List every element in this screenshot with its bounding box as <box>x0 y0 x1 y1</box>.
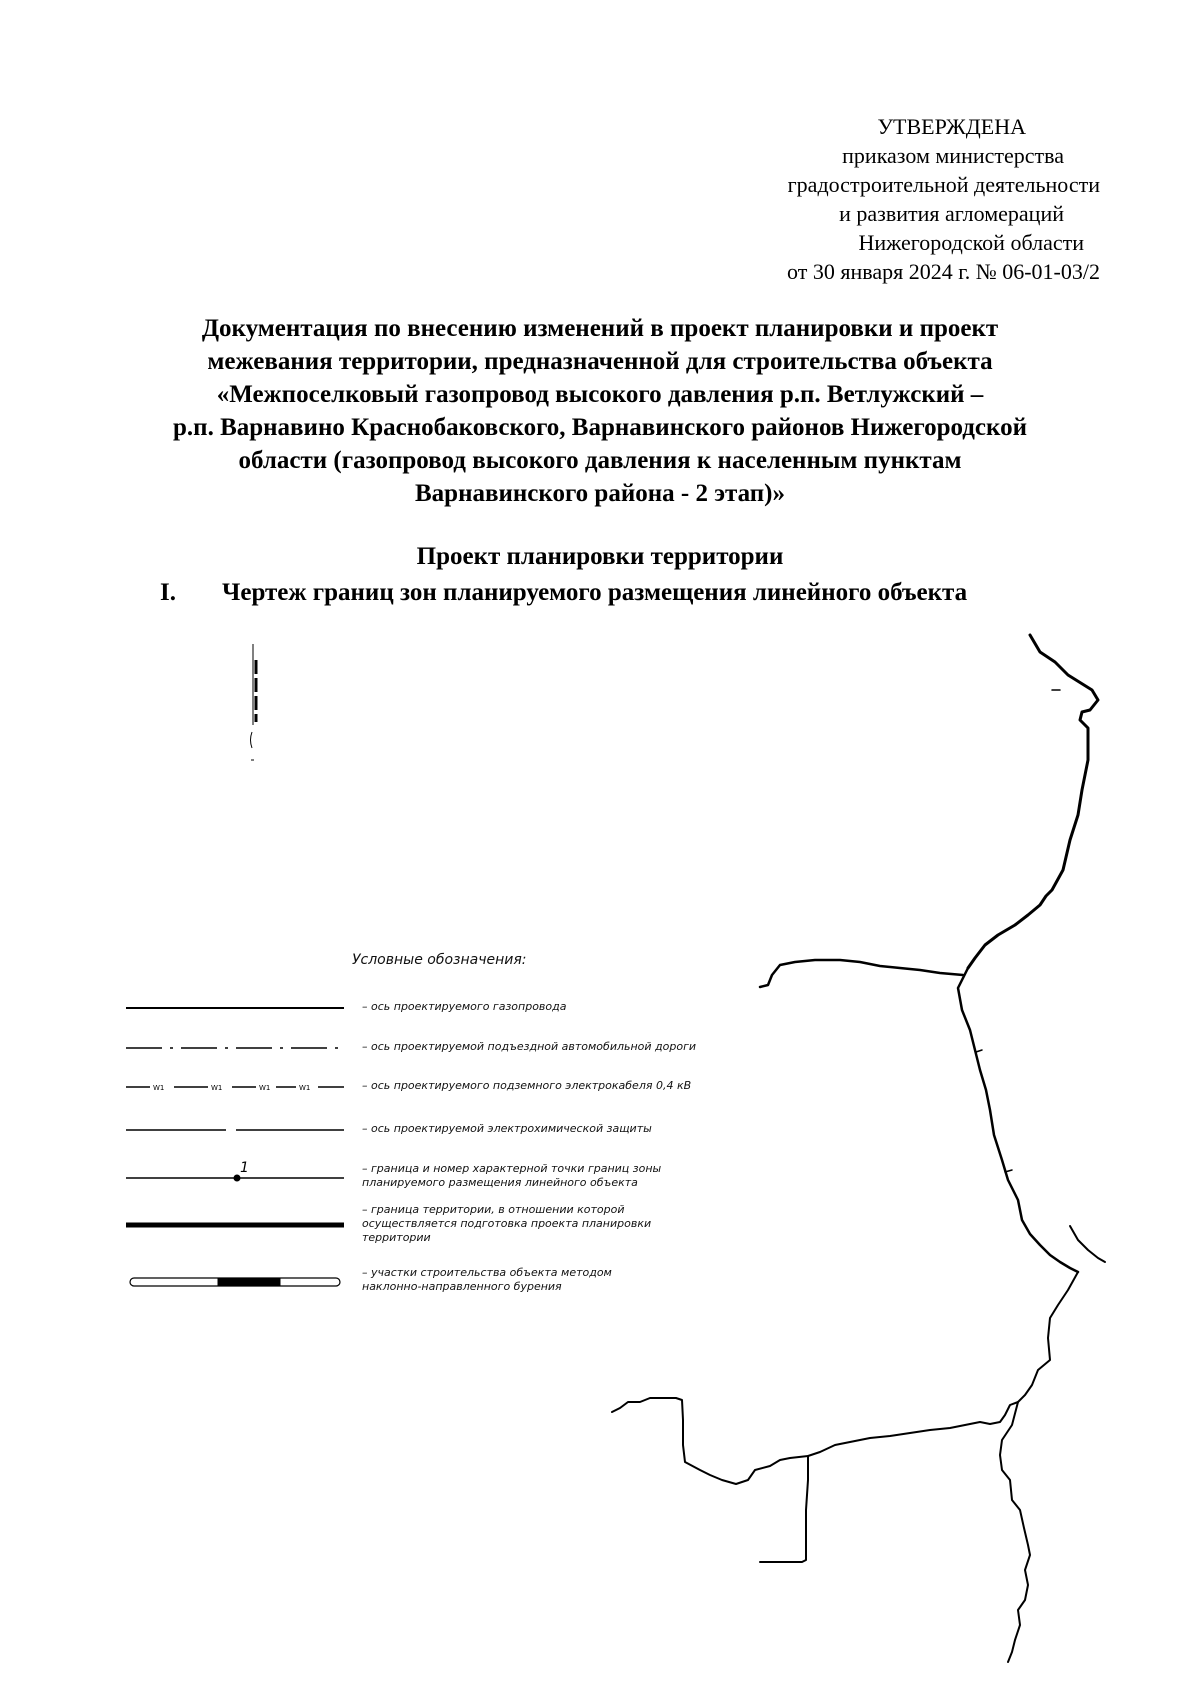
legend-item-text: – граница и номер характерной точки границ зоны планируемого размещения линейного объекта <box>362 1162 662 1189</box>
svg-text:W1: W1 <box>153 1084 165 1092</box>
approval-line: градостроительной деятельности <box>787 172 1100 197</box>
pipeline-map-drawing <box>0 620 1200 1680</box>
legend-item-text: – ось проектируемой электрохимической защиты <box>362 1122 652 1135</box>
svg-text:W1: W1 <box>299 1084 311 1092</box>
title-line: области (газопровод высокого давления к населенным пунктам <box>238 447 962 474</box>
pipeline-route <box>612 635 1105 1662</box>
legend-w1-markers <box>153 1084 310 1092</box>
title-line: р.п. Варнавино Краснобаковского, Варнавинского районов Нижегородской <box>173 414 1027 441</box>
legend-title: Условные обозначения: <box>352 952 527 968</box>
section-heading <box>160 576 967 609</box>
section-number: I. <box>160 579 176 606</box>
document-title <box>90 312 1110 510</box>
legend-item-text: – ось проектируемого газопровода <box>362 1000 567 1013</box>
title-line: Варнавинского района - 2 этап)» <box>414 480 786 507</box>
legend-item-text: – граница территории, в отношении которой осуществляется подготовка проекта планировки территории <box>362 1203 652 1244</box>
approval-block <box>680 112 1100 286</box>
title-line: межевания территории, предназначенной для строительства объекта <box>207 348 993 375</box>
approval-line: от 30 января 2024 г. № 06-01-03/2 <box>787 259 1100 284</box>
legend-item-text: – участки строительства объекта методом наклонно-направленного бурения <box>362 1266 612 1293</box>
svg-text:W1: W1 <box>211 1084 223 1092</box>
approval-heading: УТВЕРЖДЕНА <box>877 114 1026 139</box>
title-line: «Межпоселковый газопровод высокого давления р.п. Ветлужский – <box>216 381 984 408</box>
approval-line: приказом министерства <box>842 143 1064 168</box>
approval-line: и развития агломераций <box>839 201 1064 226</box>
title-line: Документация по внесению изменений в проект планировки и проект <box>201 315 999 342</box>
legend-item-text: – ось проектируемой подъездной автомобильной дороги <box>362 1040 697 1053</box>
svg-text:W1: W1 <box>259 1084 271 1092</box>
legend-point-number: 1 <box>240 1160 249 1176</box>
section-title: Чертеж границ зон планируемого размещения линейного объекта <box>222 579 968 606</box>
subtitle: Проект планировки территории <box>416 543 784 570</box>
north-arrow-icon <box>251 644 257 760</box>
legend-item-text: – ось проектируемого подземного электрокабеля 0,4 кВ <box>362 1079 692 1092</box>
approval-line: Нижегородской области <box>858 230 1084 255</box>
legend-symbols <box>126 1008 344 1286</box>
